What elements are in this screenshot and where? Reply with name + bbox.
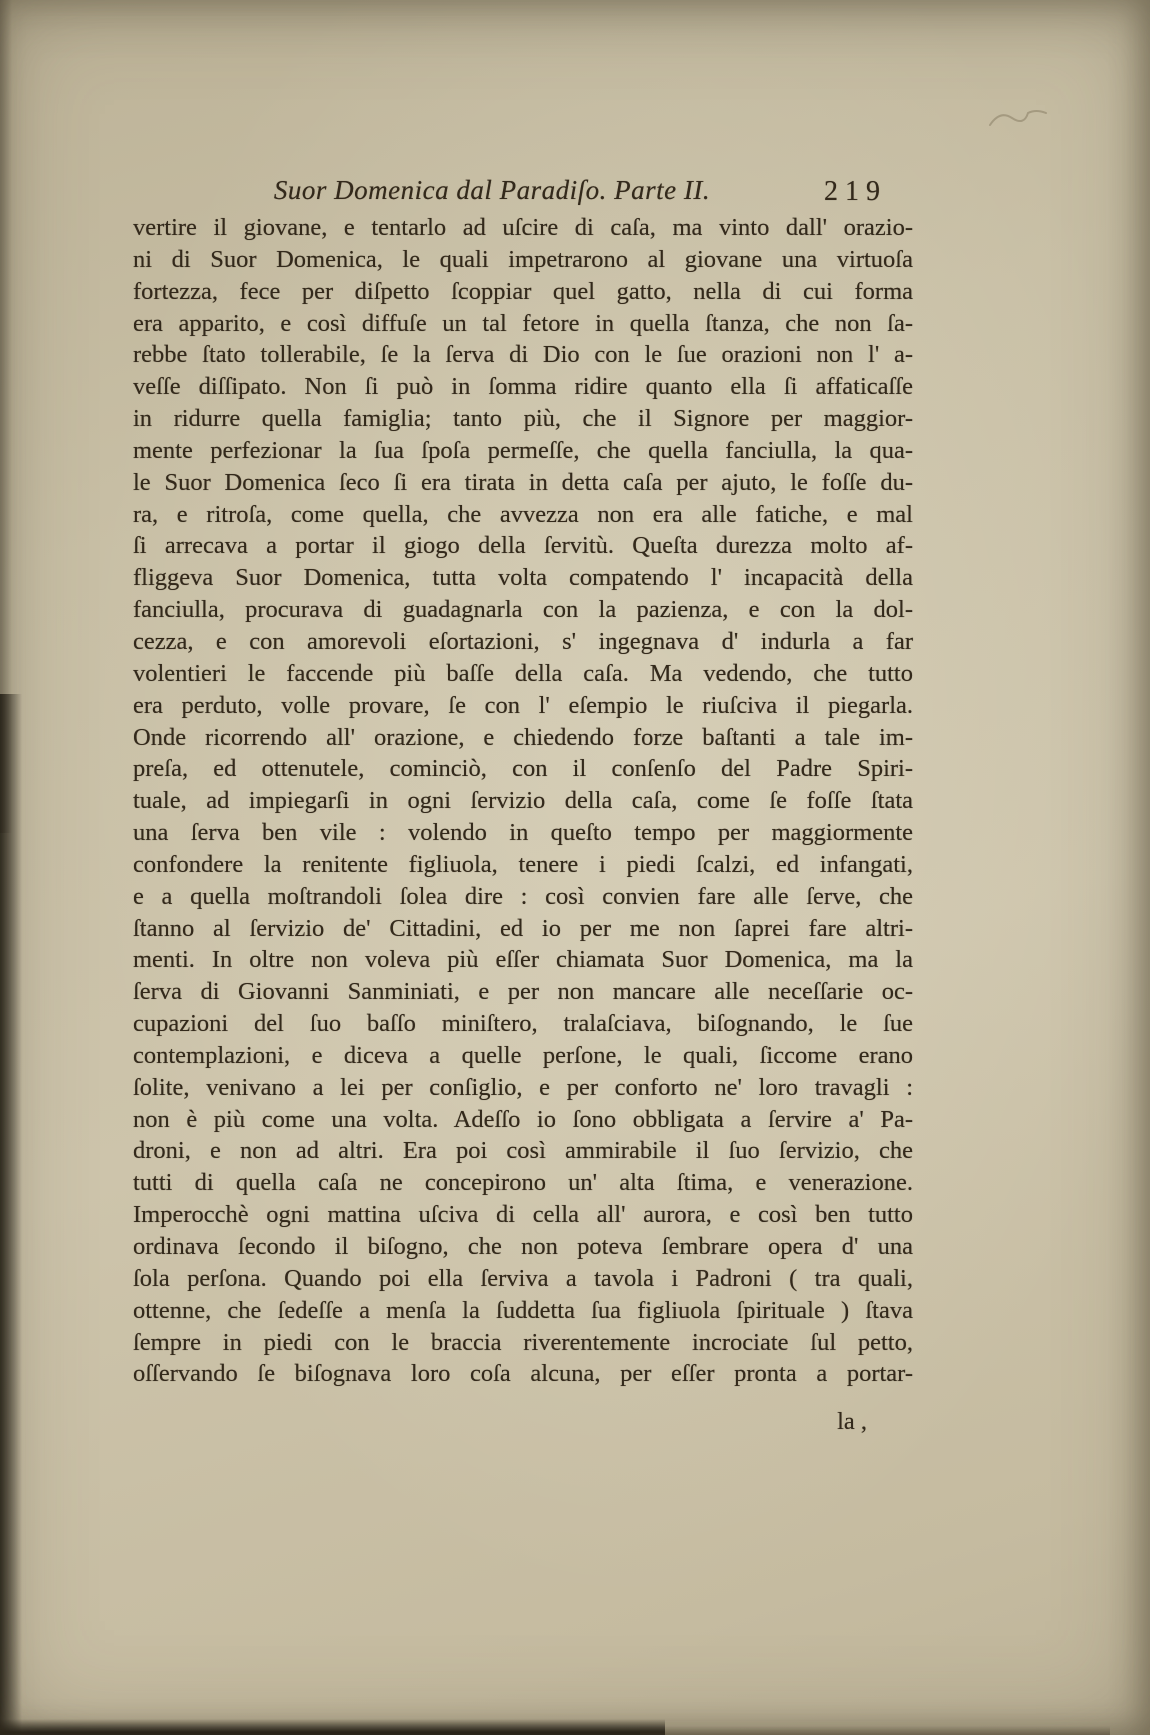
text-line: in ridurre quella famiglia; tanto più, che il Signore per maggior- <box>133 405 913 433</box>
text-line: cupazioni del ſuo baſſo miniſtero, tralaſciava, biſognando, le ſue <box>133 1010 913 1038</box>
text-line: ſempre in piedi con le braccia riverentemente incrociate ſul petto, <box>133 1328 913 1356</box>
text-line: ſola perſona. Quando poi ella ſerviva a tavola i Padroni ( tra quali, <box>133 1264 913 1292</box>
text-line: cezza, e con amorevoli eſortazioni, s' ingegnava d' indurla a far <box>133 627 913 655</box>
text-line: ſolite, venivano a lei per conſiglio, e per conforto ne' loro travagli : <box>133 1073 913 1101</box>
text-line: preſa, ed ottenutele, cominciò, con il conſenſo del Padre Spiri- <box>133 755 913 783</box>
page-number: 219 <box>824 176 887 207</box>
text-line: non è più come una volta. Adeſſo io ſono obbligata a ſervire a' Pa- <box>133 1105 913 1133</box>
text-line: oſſervando ſe biſognava loro coſa alcuna, per eſſer pronta a portar- <box>133 1360 913 1388</box>
text-line: droni, e non ad altri. Era poi così ammirabile il ſuo ſervizio, che <box>133 1137 913 1165</box>
text-line: ſi arrecava a portar il giogo della ſervitù. Queſta durezza molto af- <box>133 532 913 560</box>
text-line: mente perfezionar la ſua ſpoſa permeſſe, che quella fanciulla, la qua- <box>133 436 913 464</box>
text-line: ordinava ſecondo il biſogno, che non poteva ſembrare opera d' una <box>133 1233 913 1260</box>
scan-edge-bottom-right <box>640 1726 1110 1735</box>
scan-edge-bottom <box>0 1719 665 1735</box>
text-line: una ſerva ben vile : volendo in queſto tempo per maggiormente <box>133 819 913 847</box>
text-line: confondere la renitente figliuola, tenere i piedi ſcalzi, ed infangati, <box>133 850 913 878</box>
text-line: tutti di quella caſa ne concepirono un' alta ſtima, e venerazione. <box>133 1169 913 1197</box>
text-line: era perduto, volle provare, ſe con l' eſempio le riuſciva il piegarla. <box>133 691 913 719</box>
text-line: fanciulla, procurava di guadagnarla con la pazienza, e con la dol- <box>133 596 913 624</box>
catchword: la , <box>837 1408 867 1435</box>
text-line: veſſe diſſipato. Non ſi può in ſomma ridire quanto ella ſi affaticaſſe <box>133 373 913 401</box>
text-line: ſtanno al ſervizio de' Cittadini, ed io per me non ſaprei fare altri- <box>133 914 913 942</box>
text-line: ſerva di Giovanni Sanminiati, e per non mancare alle neceſſarie oc- <box>133 978 913 1006</box>
text-line: era apparito, e così diffuſe un tal fetore in quella ſtanza, che non ſa- <box>133 309 913 337</box>
body-text-block <box>133 212 913 1390</box>
running-header <box>133 175 913 211</box>
text-line: contemplazioni, e diceva a quelle perſone, le quali, ſiccome erano <box>133 1041 913 1069</box>
text-line: ottenne, che ſedeſſe a menſa la ſuddetta ſua figliuola ſpirituale ) ſtava <box>133 1296 913 1324</box>
text-line: vertire il giovane, e tentarlo ad uſcire di caſa, ma vinto dall' orazio- <box>133 214 913 241</box>
text-line: fortezza, fece per diſpetto ſcoppiar quel gatto, nella di cui forma <box>133 277 913 305</box>
text-line: Imperocchè ogni mattina uſciva di cella all' aurora, e così ben tutto <box>133 1201 913 1229</box>
scan-edge-left-lower <box>0 694 22 1735</box>
text-line: le Suor Domenica ſeco ſi era tirata in detta caſa per ajuto, le foſſe du- <box>133 468 913 496</box>
text-line: ra, e ritroſa, come quella, che avvezza non era alle fatiche, e mal <box>133 500 913 528</box>
text-line: e a quella moſtrandoli ſolea dire : così convien fare alle ſerve, che <box>133 882 913 910</box>
running-header-title: Suor Domenica dal Paradiſo. Parte II. <box>273 175 711 205</box>
text-line: fliggeva Suor Domenica, tutta volta compatendo l' incapacità della <box>133 564 913 592</box>
text-line: Onde ricorrendo all' orazione, e chiedendo forze baſtanti a tale im- <box>133 723 913 751</box>
text-line: menti. In oltre non voleva più eſſer chiamata Suor Domenica, ma la <box>133 946 913 974</box>
text-line: tuale, ad impiegarſi in ogni ſervizio della caſa, come ſe foſſe ſtata <box>133 787 913 815</box>
text-line: ni di Suor Domenica, le quali impetrarono al giovane una virtuoſa <box>133 245 913 273</box>
paper-crease-mark <box>988 103 1050 133</box>
text-line: volentieri le faccende più baſſe della caſa. Ma vedendo, che tutto <box>133 659 913 687</box>
text-line: rebbe ſtato tollerabile, ſe la ſerva di Dio con le ſue orazioni non l' a- <box>133 341 913 369</box>
